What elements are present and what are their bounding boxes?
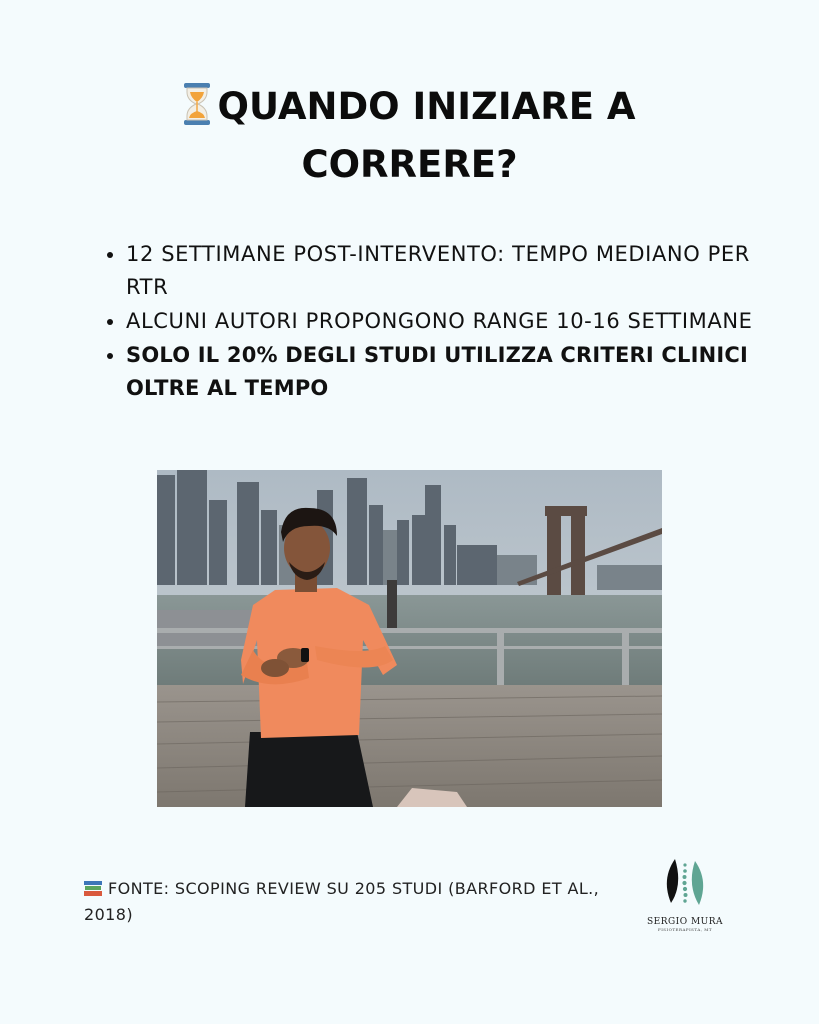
hourglass-icon: [183, 82, 211, 126]
brand-logo: [645, 855, 725, 935]
spine-leaf-logo-icon: [657, 855, 713, 911]
logo-subtitle: FISIOTERAPISTA, MT: [657, 927, 713, 932]
bullet-item: • 12 SETTIMANE POST-INTERVENTO: TEMPO MEDIANO PER RTR: [126, 238, 776, 304]
bullet-item: • ALCUNI AUTORI PROPONGONO RANGE 10-16 SETTIMANE: [126, 305, 776, 338]
runner-photo: [157, 470, 662, 807]
title-line-2: CORRERE?: [301, 143, 518, 186]
runner-checking-watch-photo: [157, 470, 662, 807]
title-text-1: QUANDO INIZIARE A: [217, 85, 636, 128]
logo-name: SERGIO MURA: [646, 917, 724, 927]
source-footer: [84, 876, 604, 928]
books-icon: [84, 881, 102, 896]
source-text: FONTE: SCOPING REVIEW SU 205 STUDI (BARFORD ET AL., 2018): [84, 879, 600, 924]
bullet-item-bold: • SOLO IL 20% DEGLI STUDI UTILIZZA CRITERI CLINICI OLTRE AL TEMPO: [126, 339, 776, 405]
bullet-list: [102, 238, 776, 406]
title-line-1: [0, 78, 819, 136]
page-title: [0, 78, 819, 194]
